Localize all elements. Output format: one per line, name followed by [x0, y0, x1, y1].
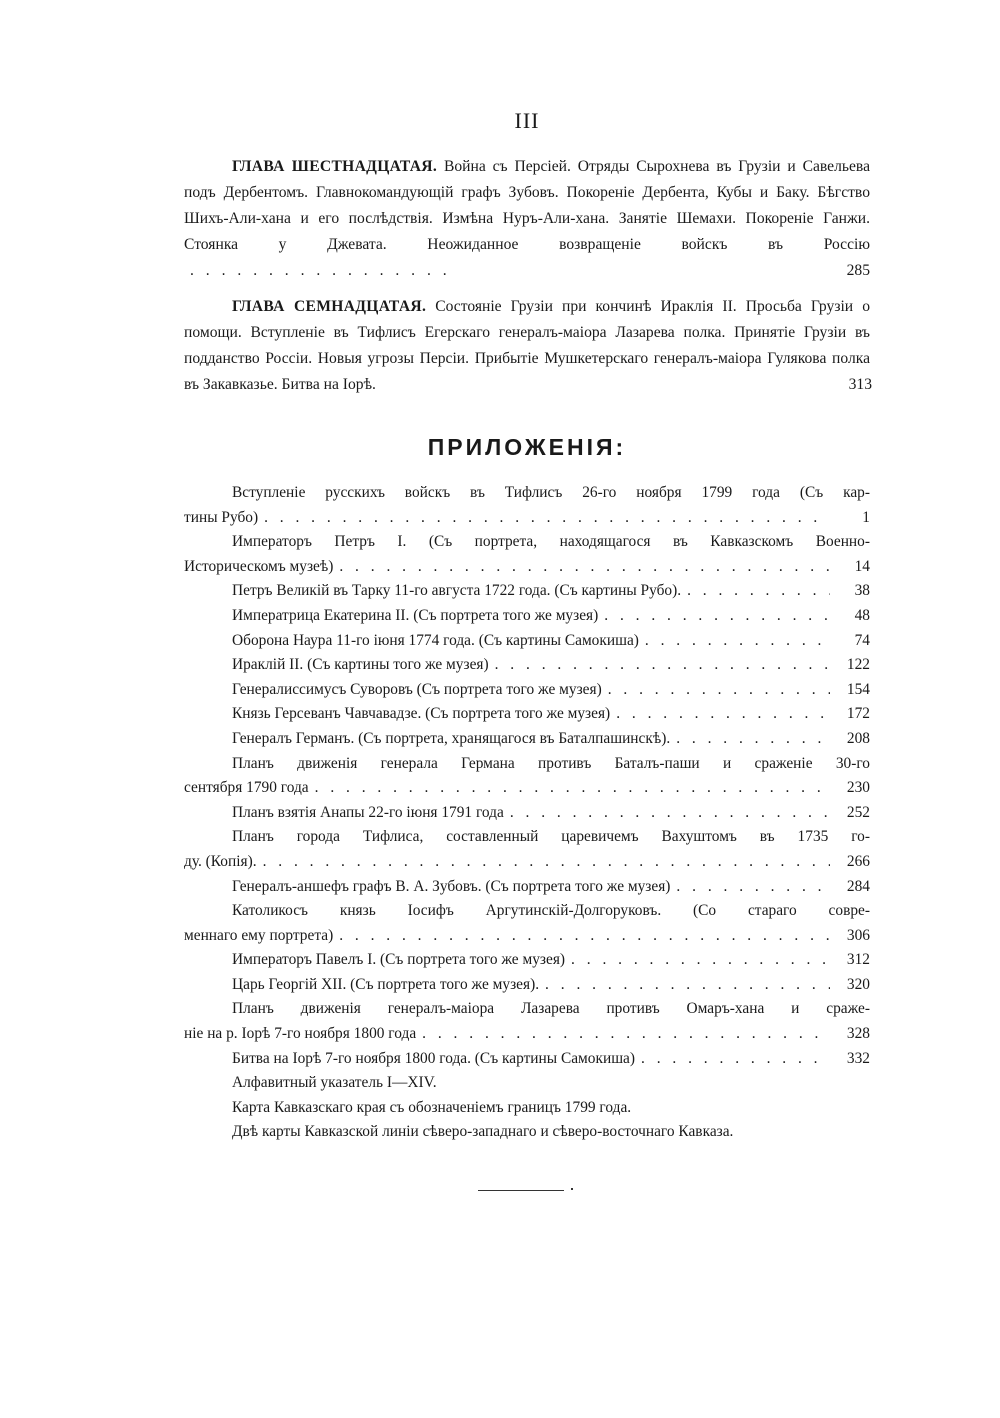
entry-page: 306: [846, 926, 870, 944]
appendix-entry: [184, 997, 870, 1046]
entry-page: 320: [846, 975, 870, 993]
entry-page: 284: [846, 877, 870, 895]
appendix-entry: [184, 727, 870, 752]
dot-leader: [602, 678, 830, 703]
entry-title: Оборона Наура 11-го іюня 1774 года. (Съ картины Самокиша): [232, 631, 639, 649]
closing-rule-dot: [571, 1188, 573, 1190]
entry-page: 252: [846, 803, 870, 821]
dot-leader: [639, 629, 830, 654]
appendix-extra: Карта Кавказскаго края съ обозначеніемъ границъ 1799 года.: [232, 1098, 632, 1116]
dot-leader: [610, 702, 830, 727]
dot-leader: [681, 579, 830, 604]
chapter-summary: Состояніе Грузіи при кончинѣ Ираклія II. Просьба Грузіи о помощи. Вступленіе въ Тифлисъ Егерскаго генералъ-маіора Лазарева полка. Принятіе Грузіи въ подданство Россіи. Новыя угрозы Персіи. Прибытіе Мушкетерскаго генералъ-маіора Гулякова полка въ Закавказье. Битва на Іорѣ.: [184, 298, 871, 393]
appendix-list: [184, 481, 870, 1145]
entry-title-line: Планъ движенія генералъ-маіора Лазарева противъ Омаръ-хана и сраже-: [232, 1000, 870, 1018]
entry-page: 332: [846, 1049, 870, 1067]
entry-page: 328: [846, 1025, 870, 1043]
dot-leader: [416, 1022, 830, 1047]
entry-page: 230: [846, 779, 870, 797]
appendix-entry: [184, 875, 870, 900]
entry-title: Императоръ Павелъ I. (Съ портрета того же музея): [232, 951, 566, 969]
appendix-entry: [184, 481, 870, 530]
entry-title: Генералъ Германъ. (Съ портрета, хранящагося въ Баталпашинскѣ).: [232, 729, 671, 747]
entry-title-cont: меннаго ему портрета): [184, 926, 334, 944]
entry-title: Князь Герсеванъ Чавчавадзе. (Съ портрета того же музея): [232, 705, 611, 723]
page-number: III: [514, 108, 540, 133]
chapter-sixteen-text: [184, 154, 870, 284]
dot-leader: [184, 258, 452, 284]
appendix-entry: [184, 948, 870, 973]
entry-title-cont: тины Рубо): [184, 508, 259, 526]
entry-page: 172: [846, 705, 870, 723]
appendix-entry: [184, 579, 870, 604]
dot-leader: [258, 506, 830, 531]
chapter-sixteen: [184, 154, 870, 284]
entry-last-line: [184, 924, 870, 949]
entry-page: 1: [862, 508, 870, 526]
dot-leader: [565, 948, 830, 973]
dot-leader: [504, 801, 830, 826]
entry-title-line: Планъ движенія генерала Германа противъ Баталъ-паши и сраженіе 30-го: [232, 754, 870, 772]
appendix-entry: [184, 653, 870, 678]
entry-title-line: Императоръ Петръ I. (Съ портрета, находящагося въ Кавказскомъ Военно-: [232, 533, 870, 551]
chapter-page: 313: [848, 376, 872, 393]
entry-title-cont: ду. (Копія).: [184, 852, 257, 870]
appendix-entry: [184, 1047, 870, 1072]
entry-title: Ираклій II. (Съ картины того же музея): [232, 656, 489, 674]
appendix-entry: [184, 899, 870, 948]
entry-page: 122: [846, 656, 870, 674]
appendix-entry: [184, 752, 870, 801]
entry-page: 208: [846, 729, 870, 747]
entry-title-cont: сентября 1790 года: [184, 779, 309, 797]
dot-leader: [670, 875, 830, 900]
appendix-extra: Алфавитный указатель I—XIV.: [232, 1074, 437, 1092]
entry-last-line: [184, 506, 870, 531]
appendix-entry: [184, 973, 870, 998]
entry-page: 74: [854, 631, 870, 649]
appendix-entry: [184, 629, 870, 654]
chapter-seventeen: [184, 294, 870, 398]
entry-page: 266: [846, 852, 870, 870]
entry-title: Генералъ-аншефъ графъ В. А. Зубовъ. (Съ портрета того же музея): [232, 877, 671, 895]
entry-page: 14: [854, 557, 870, 575]
chapter-heading: ГЛАВА ШЕСТНАДЦАТАЯ.: [232, 158, 438, 175]
entry-title: Битва на Іорѣ 7-го ноября 1800 года. (Съ картины Самокиша): [232, 1049, 636, 1067]
entry-page: 312: [846, 951, 870, 969]
entry-title-line: Католикосъ князь Іосифъ Аргутинскій-Долгоруковъ. (Со стараго совре-: [232, 902, 870, 920]
entry-page: 38: [854, 582, 870, 600]
appendix-entry: [184, 702, 870, 727]
entry-title: Петръ Великій въ Тарку 11-го августа 1722 года. (Съ картины Рубо).: [232, 582, 682, 600]
entry-last-line: [184, 555, 870, 580]
entry-title-cont: Историческомъ музеѣ): [184, 557, 334, 575]
appendix-entry: [184, 801, 870, 826]
dot-leader: [333, 924, 830, 949]
dot-leader: [489, 653, 830, 678]
appendix-title: ПРИЛОЖЕНІЯ:: [427, 434, 627, 460]
entry-title: Императрица Екатерина II. (Съ портрета того же музея): [232, 606, 599, 624]
dot-leader: [539, 973, 830, 998]
chapter-seventeen-text: [184, 294, 870, 398]
chapter-heading: ГЛАВА СЕМНАДЦАТАЯ.: [232, 298, 427, 315]
closing-rule: [478, 1190, 564, 1191]
entry-title: Царь Георгій XII. (Съ портрета того же музея).: [232, 975, 540, 993]
appendix-entry: [184, 604, 870, 629]
entry-last-line: [184, 776, 870, 801]
entry-last-line: [184, 1022, 870, 1047]
entry-title-line: Планъ города Тифлиса, составленный царевичемъ Вахуштомъ въ 1735 го-: [232, 828, 870, 846]
appendix-entry: [184, 530, 870, 579]
entry-title-cont: ніе на р. Іорѣ 7-го ноября 1800 года: [184, 1025, 417, 1043]
appendix-entry: [184, 678, 870, 703]
entry-title: Генералиссимусъ Суворовъ (Съ портрета того же музея): [232, 680, 602, 698]
dot-leader: [598, 604, 830, 629]
entry-last-line: [184, 850, 870, 875]
entry-page: 154: [846, 680, 870, 698]
chapter-page: 285: [846, 262, 870, 279]
entry-title: Планъ взятія Анапы 22-го іюня 1791 года: [232, 803, 504, 821]
dot-leader: [309, 776, 830, 801]
appendix-entry: [184, 825, 870, 874]
appendix-extra: Двѣ карты Кавказской линіи сѣверо-западнаго и сѣверо-восточнаго Кавказа.: [232, 1123, 734, 1141]
entry-title-line: Вступленіе русскихъ войскъ въ Тифлисъ 26-го ноября 1799 года (Съ кар-: [232, 484, 870, 501]
dot-leader: [257, 850, 830, 875]
dot-leader: [333, 555, 830, 580]
dot-leader: [670, 727, 830, 752]
chapter-summary: Война съ Персіей. Отряды Сырохнева въ Грузіи и Савельева подъ Дербентомъ. Главнокомандующій графъ Зубовъ. Покореніе Дербента, Кубы и Баку. Бѣгство Шихъ-Али-хана и его послѣдствія. Измѣна Нуръ-Али-хана. Занятіе Шемахи. Покореніе Ганжи. Стоянка у Джевата. Неожиданное возвращеніе войскъ въ Россію: [184, 158, 870, 253]
dot-leader: [635, 1047, 830, 1072]
entry-page: 48: [854, 606, 870, 624]
